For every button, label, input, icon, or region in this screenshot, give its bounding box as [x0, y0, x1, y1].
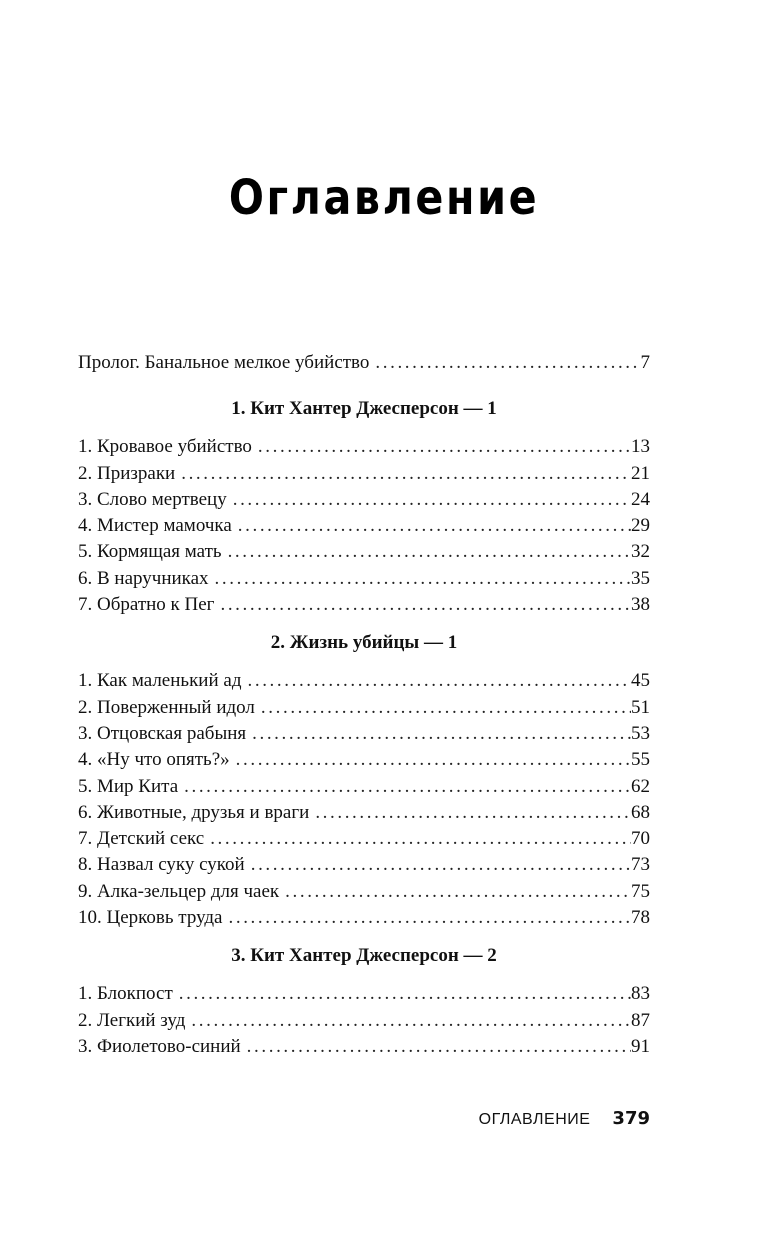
- toc-entry-page: 68: [631, 801, 650, 823]
- dot-leader: [248, 668, 632, 694]
- toc-entry-label: 6. В наручниках: [78, 567, 209, 589]
- toc-entry[interactable]: [78, 981, 650, 1007]
- toc-entry[interactable]: [78, 592, 650, 618]
- dot-leader: [233, 487, 631, 513]
- toc-entry[interactable]: [78, 852, 650, 878]
- toc-entry-label: 7. Детский секс: [78, 828, 205, 850]
- toc-entry-page: 62: [631, 775, 650, 797]
- toc-entry-page: 75: [631, 880, 650, 902]
- toc-entry-page: 83: [631, 983, 650, 1005]
- toc-entry[interactable]: [78, 1034, 650, 1060]
- toc-entry-label: 3. Слово мертвецу: [78, 488, 227, 510]
- dot-leader: [229, 905, 632, 931]
- toc-entry-page: 53: [631, 722, 650, 744]
- dot-leader: [252, 721, 631, 747]
- toc-entry[interactable]: [78, 905, 650, 931]
- toc-entry-label: 5. Кормящая мать: [78, 541, 222, 563]
- toc-entry-label: 8. Назвал суку сукой: [78, 854, 245, 876]
- spacer: [78, 618, 650, 630]
- toc-entry[interactable]: [78, 513, 650, 539]
- toc-entry-page: 35: [631, 567, 650, 589]
- toc-entry-page: 24: [631, 488, 650, 510]
- footer-section-title: ОГЛАВЛЕНИЕ: [478, 1111, 591, 1128]
- page-number: 379: [612, 1108, 650, 1129]
- toc-entry-page: 7: [640, 352, 650, 373]
- toc-entry-label: 4. Мистер мамочка: [78, 515, 232, 537]
- toc-entry-label: 2. Призраки: [78, 462, 176, 484]
- toc-entry-label: 1. Как маленький ад: [78, 670, 242, 692]
- toc-entry[interactable]: [78, 826, 650, 852]
- dot-leader: [179, 981, 631, 1007]
- toc-entry-label: 5. Мир Кита: [78, 775, 179, 797]
- dot-leader: [220, 592, 631, 618]
- dot-leader: [285, 879, 631, 905]
- toc-entry[interactable]: [78, 434, 650, 460]
- toc-entry-label: 10. Церковь труда: [78, 907, 223, 929]
- toc-entry-page: 29: [631, 515, 650, 537]
- toc-entry-label: 3. Фиолетово-синий: [78, 1035, 241, 1057]
- dot-leader: [191, 1008, 631, 1034]
- toc-entry[interactable]: [78, 800, 650, 826]
- toc-entry-label: 9. Алка-зельцер для чаек: [78, 880, 280, 902]
- dot-leader: [215, 566, 631, 592]
- toc-entry-page: 87: [631, 1009, 650, 1031]
- toc-entry-page: 32: [631, 541, 650, 563]
- toc-entry[interactable]: [78, 774, 650, 800]
- part-heading: 1. Кит Хантер Джесперсон — 1: [231, 398, 497, 420]
- dot-leader: [238, 513, 631, 539]
- table-of-contents: [78, 350, 650, 1060]
- toc-entry-page: 45: [631, 670, 650, 692]
- toc-entry-label: 2. Легкий зуд: [78, 1009, 186, 1031]
- toc-entry[interactable]: [78, 695, 650, 721]
- toc-entry-page: 51: [631, 696, 650, 718]
- toc-entry-page: 21: [631, 462, 650, 484]
- dot-leader: [258, 434, 631, 460]
- toc-entry[interactable]: [78, 747, 650, 773]
- dot-leader: [375, 350, 640, 376]
- part-2-chapters: [78, 668, 650, 931]
- dot-leader: [210, 826, 631, 852]
- toc-entry[interactable]: [78, 879, 650, 905]
- toc-entry-label: 7. Обратно к Пег: [78, 594, 215, 616]
- toc-entry-page: 38: [631, 594, 650, 616]
- dot-leader: [236, 747, 631, 773]
- toc-entry-page: 70: [631, 828, 650, 850]
- spacer: [78, 931, 650, 943]
- toc-entry-label: 6. Животные, друзья и враги: [78, 801, 310, 823]
- dot-leader: [261, 695, 631, 721]
- toc-entry-page: 13: [631, 436, 650, 458]
- dot-leader: [315, 800, 631, 826]
- dot-leader: [228, 539, 631, 565]
- toc-entry-page: 78: [631, 907, 650, 929]
- toc-entry-label: 1. Кровавое убийство: [78, 436, 252, 458]
- toc-entry[interactable]: [78, 668, 650, 694]
- toc-entry[interactable]: [78, 487, 650, 513]
- dot-leader: [247, 1034, 631, 1060]
- dot-leader: [184, 774, 631, 800]
- toc-entry[interactable]: [78, 539, 650, 565]
- page-title: Оглавление: [228, 170, 540, 227]
- toc-entry-page: 73: [631, 854, 650, 876]
- toc-entry[interactable]: [78, 461, 650, 487]
- toc-entry[interactable]: [78, 721, 650, 747]
- toc-entry-label: 2. Поверженный идол: [78, 696, 255, 718]
- toc-entry-page: 55: [631, 749, 650, 771]
- part-3-chapters: [78, 981, 650, 1060]
- part-heading: 2. Жизнь убийцы — 1: [270, 632, 458, 654]
- part-1-chapters: [78, 434, 650, 618]
- dot-leader: [181, 461, 631, 487]
- dot-leader: [251, 852, 631, 878]
- toc-entry[interactable]: [78, 1008, 650, 1034]
- toc-entry-page: 91: [631, 1035, 650, 1057]
- toc-entry-label: 1. Блокпост: [78, 983, 173, 1005]
- toc-entry-label: 4. «Ну что опять?»: [78, 749, 230, 771]
- running-footer: [479, 1108, 650, 1129]
- toc-entry[interactable]: [78, 566, 650, 592]
- toc-entry-label: 3. Отцовская рабыня: [78, 722, 247, 744]
- toc-entry-label: Пролог. Банальное мелкое убийство: [78, 352, 370, 373]
- part-heading: 3. Кит Хантер Джесперсон — 2: [231, 945, 497, 967]
- toc-entry-prologue[interactable]: [78, 350, 650, 376]
